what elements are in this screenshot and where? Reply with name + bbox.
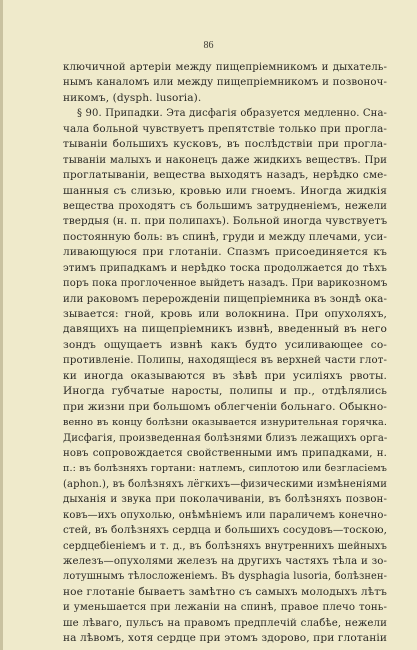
text-line: ключичной артеріи между пищепріемникомъ и дыхатель- (63, 62, 387, 73)
text-line: стей, въ болѣзняхъ сердца и большихъ сосудовъ—тоскою, (63, 524, 387, 537)
text-line: тываніи малыхъ и наконецъ даже жидкихъ веществъ. При (63, 154, 387, 166)
text-line: твердыя (н. п. при полипахъ). Больной иногда чувствуетъ (63, 215, 387, 228)
text-line: дыханія и звука при поколачиваніи, въ болѣзняхъ позвон- (63, 494, 387, 506)
text-line: зывается: гной, кровь или волокнина. При опухоляхъ, (63, 308, 387, 320)
text-line: давящихъ на пищепріемникъ извнѣ, введенный въ него (63, 323, 387, 336)
text-line: при жизни при большомъ облегченіи больнаго. Обыкно- (63, 400, 387, 413)
text-line: никомъ, (dysph. lusoria). (63, 91, 202, 104)
text-line: § 90. Припадки. Эта дисфагія образуется медленно. Сна- (77, 108, 387, 120)
page-number: 86 (203, 40, 214, 51)
text-line: нымъ каналомъ или между пищепріемникомъ и позвоноч- (63, 77, 387, 89)
text-line: чала больной чувствуетъ препятствіе только при прогла- (63, 122, 387, 135)
text-line: проглатываніи, вещества выходятъ назадъ, нерѣдко сме- (63, 169, 387, 182)
text-line: постоянную боль: въ спинѣ, груди и между плечами, уси- (63, 230, 387, 243)
text-line: противленіе. Полипы, находящіеся въ верхней части глот- (63, 355, 387, 367)
body-text (63, 60, 387, 647)
text-line: венно въ концу болѣзни оказывается изнурительная горячка. (63, 417, 387, 429)
page-spine-edge (0, 0, 3, 650)
text-line: ливающуюся при глотаніи. Спазмъ присоединяется къ (63, 246, 387, 259)
text-line: Иногда губчатые наросты, полипы и пр., отдѣлялись (63, 385, 387, 398)
text-line: и уменьшается при лежаніи на спинѣ, правое плечо тонь- (63, 602, 387, 614)
text-line: ное глотаніе бываетъ замѣтно съ самыхъ молодыхъ лѣтъ (63, 585, 387, 598)
text-line: ше лѣваго, пульсъ на правомъ предплечій слабѣе, нежели (63, 617, 387, 629)
text-line: железъ—опухолями железъ на другихъ частяхъ тѣла и зо- (63, 556, 387, 567)
text-line: или раковомъ перерожденіи пищепріемника въ зондѣ ока- (63, 293, 387, 305)
text-line: на лѣвомъ, хотя сердце при этомъ здорово, при глотаніи (63, 632, 387, 645)
text-line: вещества проходятъ съ большимъ затрудненіемъ, нежели (63, 200, 387, 212)
text-line: ки иногда оказываются въ зѣвѣ при усиліяхъ рвоты. (63, 369, 387, 382)
text-line: зондъ ощущаетъ извнѣ какъ будто усиливающее со- (63, 338, 387, 351)
text-line: шанныя съ слизью, кровью или гноемъ. Иногда жидкія (63, 184, 387, 197)
text-line: сердцебіеніемъ и т. д., въ болѣзняхъ внутреннихъ шейныхъ (63, 540, 387, 552)
text-line: п.: въ болѣзняхъ гортани: натлемъ, сиплотою или безгласіемъ (63, 463, 387, 475)
text-line: ковъ—ихъ опухолью, онѣмѣніемъ или параличемъ конечно- (63, 509, 387, 521)
text-line: тываніи большихъ кусковъ, въ послѣдствіи при прогла- (63, 138, 387, 151)
text-line: (aphon.), въ болѣзняхъ лёгкихъ—физическими измѣненіями (63, 478, 387, 490)
text-line: Дисфагія, произведенная болѣзнями близъ лежащихъ орга- (63, 432, 387, 444)
text-line: поръ пока проглоченное выйдетъ назадъ. При варикозномъ (63, 278, 387, 290)
text-line: этимъ припадкамъ и нерѣдко тоска продолжается до тѣхъ (63, 262, 387, 274)
text-line: новъ сопровождается свойственными имъ припадками, н. (63, 447, 387, 459)
text-line: лотушнымъ тѣлосложеніемъ. Въ dysphagia lusoria, болѣзнен- (63, 571, 387, 583)
